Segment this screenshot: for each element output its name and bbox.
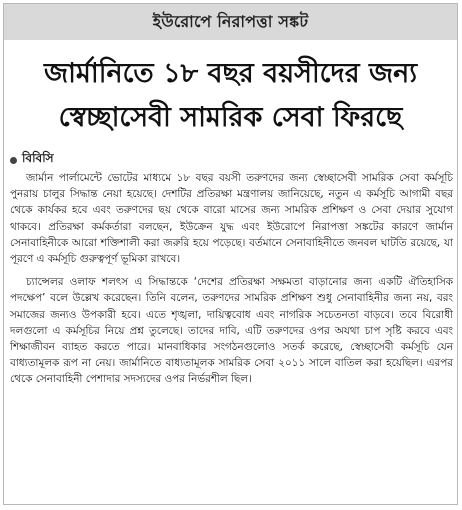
source-label: বিবিসি [22,151,54,165]
paragraph: জার্মান পার্লামেন্টে ভোটের মাধ্যমে ১৮ বছর বয়সী তরুণদের জন্য স্বেচ্ছাসেবী সামরিক সেবা কর্মসূচি পুনরায় চালুর সিদ্ধান্ত নেয়া হয়েছে। দেশটির প্রতিরক্ষা মন্ত্রণালয় জানিয়েছে, নতুন এ কর্মসূচি আগামী বছর থেকে কার্যকর হবে এবং তরুণদের ছয় থেকে বারো মাসের জন্য সামরিক প্রশিক্ষণ ও সেবা দেয়ার সুযোগ থাকবে। প্রতিরক্ষা কর্মকর্তারা বলছেন, ইউক্রেন যুদ্ধ এবং ইউরোপে নিরাপত্তা সঙ্কটের কারণে জার্মান সেনাবাহিনীকে আরো শক্তিশালী করা জরুরি হয়ে পড়েছে। বর্তমানে সেনাবাহিনীতে জনবল ঘাটতি রয়েছে, যা পূরণে এ কর্মসূচি গুরুত্বপূর্ণ ভূমিকা রাখবে। [10,172,453,266]
article-body [10,170,453,388]
news-clipping [3,3,458,505]
bullet-icon [10,157,17,164]
headline: জার্মানিতে ১৮ বছর বয়সীদের জন্য স্বেচ্ছাসেবী সামরিক সেবা ফিরছে [43,58,418,133]
byline [10,152,54,168]
section-kicker: ইউরোপে নিরাপত্তা সঙ্কট [4,4,457,40]
paragraph: চ্যান্সেলর ওলাফ শলৎস এ সিদ্ধান্তকে ‘দেশের প্রতিরক্ষা সক্ষমতা বাড়ানোর জন্য একটি ঐতিহাসিক পদক্ষেপ’ বলে উল্লেখ করেছেন। তিনি বলেন, তরুণদের সামরিক প্রশিক্ষণ শুধু সেনাবাহিনীর জন্য নয়, বরং সমাজের জন্যও উপকারী হবে। এতে শৃঙ্খলা, দায়িত্ববোধ এবং নাগরিক সচেতনতা বাড়বে। তবে বিরোধী দলগুলো এ কর্মসূচির নিয়ে প্রশ্ন তুলেছে। তাদের দাবি, এটি তরুণদের ওপর অযথা চাপ সৃষ্টি করবে এবং শিক্ষাজীবন ব্যাহত করতে পারে। মানবাধিকার সংগঠনগুলোও সতর্ক করেছে, স্বেচ্ছাসেবী কর্মসূচি যেন বাধ্যতামূলক রূপ না নেয়। জার্মানিতে বাধ্যতামূলক সামরিক সেবা ২০১১ সালে বাতিল করা হয়েছিল। এরপর থেকে সেনাবাহিনী পেশাদার সদস্যদের ওপর নির্ভরশীল ছিল। [10,276,453,386]
